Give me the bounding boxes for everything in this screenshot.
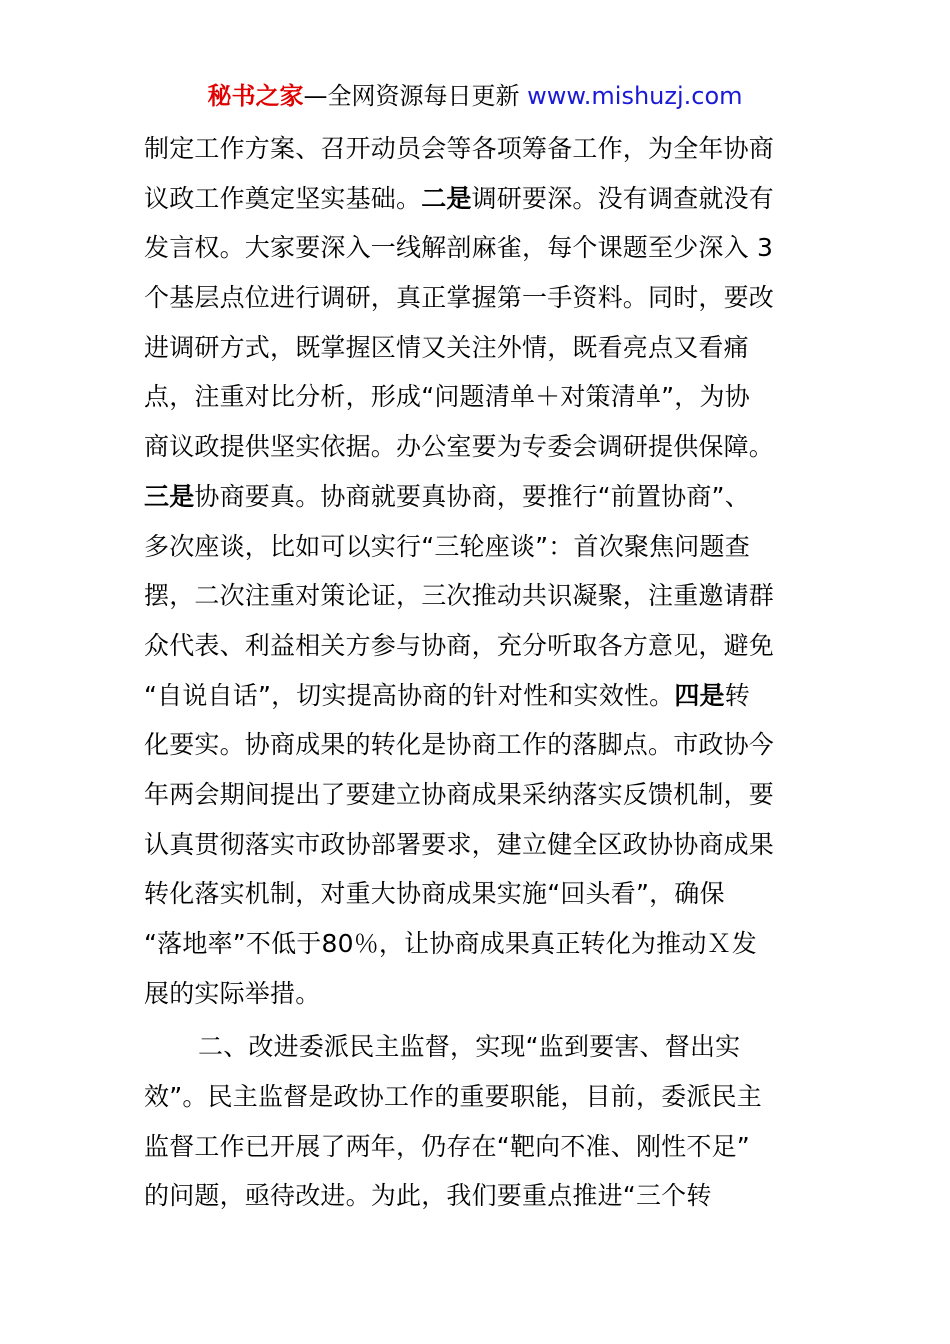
text-line: [144, 820, 814, 870]
text-segment: 摆，二次注重对策论证，三次推动共识凝聚，注重邀请群: [144, 581, 775, 611]
bold-marker: 二是: [421, 183, 472, 213]
text-line: [144, 323, 814, 373]
text-line: [144, 472, 814, 522]
text-segment: 议政工作奠定坚实基础。: [144, 183, 422, 213]
text-line: [144, 422, 814, 472]
text-segment: 年两会期间提出了要建立协商成果采纳落实反馈机制，要: [144, 779, 775, 809]
text-line: [144, 969, 814, 1019]
brand-name: 秘书之家: [207, 82, 304, 110]
text-segment: 监督工作已开展了两年，仍存在“靶向不准、刚性不足”: [144, 1131, 750, 1161]
text-line: [144, 919, 814, 969]
text-line: [144, 372, 814, 422]
text-segment: “自说自话”，切实提高协商的针对性和实效性。: [144, 680, 675, 710]
text-line: [144, 174, 814, 224]
text-segment: 商议政提供坚实依据。办公室要为专委会调研提供保障。: [144, 432, 775, 462]
text-segment: 进调研方式，既掌握区情又关注外情，既看亮点又看痛: [144, 332, 749, 362]
site-header: [0, 80, 950, 112]
text-line: [144, 223, 814, 273]
text-segment: 化要实。协商成果的转化是协商工作的落脚点。市政协今: [144, 730, 775, 760]
site-url-link[interactable]: www.mishuzj.com: [527, 82, 743, 110]
text-segment: 展的实际举措。: [144, 978, 321, 1008]
text-line: [144, 869, 814, 919]
text-segment: “落地率”不低于80％，让协商成果真正转化为推动Ｘ发: [144, 929, 757, 958]
text-line: [144, 671, 814, 721]
text-line: [144, 1022, 814, 1072]
text-segment: 认真贯彻落实市政协部署要求，建立健全区政协协商成果: [144, 829, 775, 859]
text-line: [144, 621, 814, 671]
text-line: [144, 522, 814, 572]
text-segment: 的问题，亟待改进。为此，我们要重点推进“三个转: [144, 1181, 712, 1211]
text-line: [144, 1122, 814, 1172]
header-tagline: —全网资源每日更新: [303, 82, 528, 110]
text-segment: 点，注重对比分析，形成“问题清单＋对策清单”，为协: [144, 382, 750, 412]
text-line: [144, 720, 814, 770]
text-segment: 个基层点位进行调研，真正掌握第一手资料。同时，要改: [144, 283, 775, 313]
text-segment: 二、改进委派民主监督，实现“监到要害、督出实: [198, 1032, 741, 1062]
text-line: [144, 1171, 814, 1221]
text-segment: 众代表、利益相关方参与协商，充分听取各方意见，避免: [144, 630, 775, 660]
text-segment: 制定工作方案、召开动员会等各项筹备工作，为全年协商: [144, 134, 775, 163]
text-line: [144, 770, 814, 820]
bold-marker: 四是: [674, 680, 725, 710]
text-segment: 转化落实机制，对重大协商成果实施“回头看”，确保: [144, 879, 725, 909]
text-line: [144, 124, 814, 174]
document-body: [144, 124, 814, 1221]
text-segment: 调研要深。没有调查就没有: [471, 183, 775, 213]
text-segment: 发言权。大家要深入一线解剖麻雀，每个课题至少深入 3: [144, 233, 774, 263]
text-segment: 效”。民主监督是政协工作的重要职能，目前，委派民主: [144, 1082, 762, 1112]
text-line: [144, 273, 814, 323]
text-line: [144, 1072, 814, 1122]
text-line: [144, 571, 814, 621]
text-segment: 转: [724, 680, 750, 710]
text-segment: 多次座谈，比如可以实行“三轮座谈”：首次聚焦问题查: [144, 531, 750, 561]
text-segment: 协商要真。协商就要真协商，要推行“前置协商”、: [194, 481, 750, 511]
bold-marker: 三是: [144, 481, 195, 511]
